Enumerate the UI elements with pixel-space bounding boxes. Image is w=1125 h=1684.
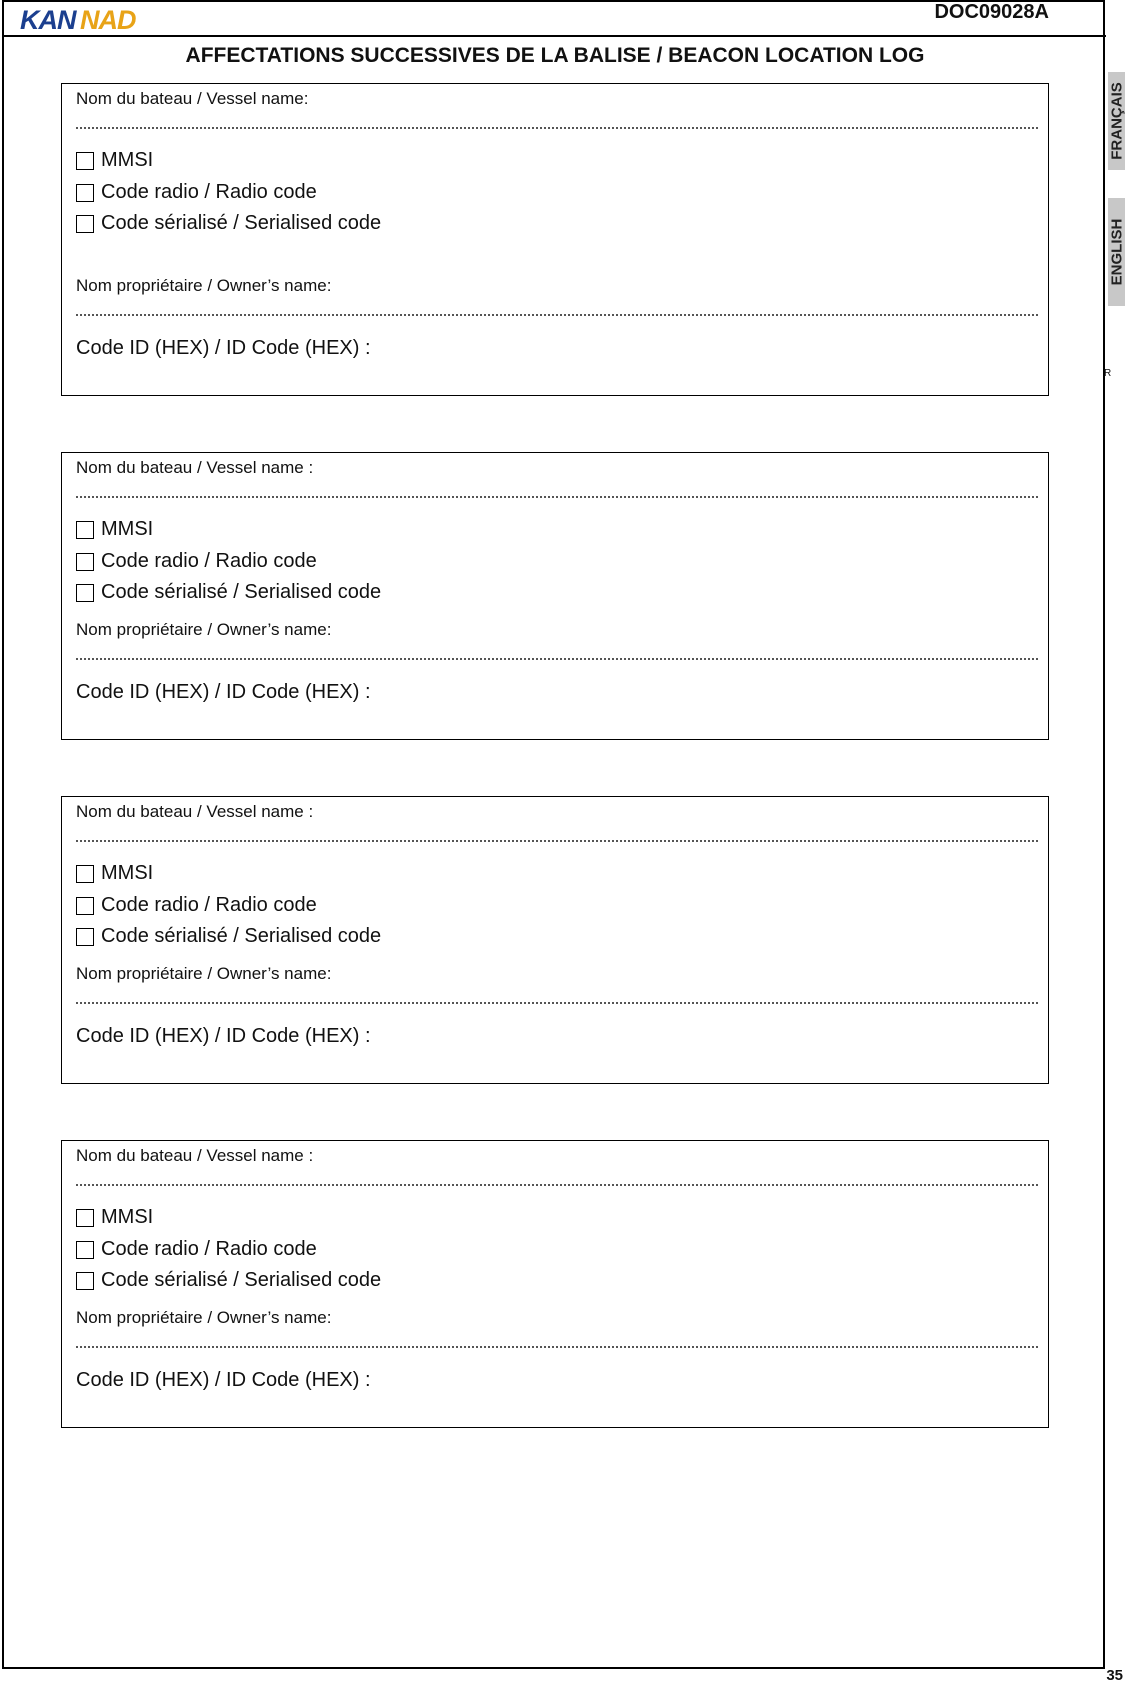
location-log-entry-3	[61, 796, 1049, 1084]
checkbox-radio-code[interactable]	[76, 553, 94, 571]
option-serialised-code-label: Code sérialisé / Serialised code	[101, 581, 381, 604]
svg-text:KAN: KAN	[20, 5, 77, 33]
vessel-name-label: Nom du bateau / Vessel name:	[76, 89, 308, 109]
option-mmsi[interactable]	[76, 149, 153, 172]
tab-francais[interactable]	[1108, 72, 1125, 170]
checkbox-radio-code[interactable]	[76, 897, 94, 915]
owner-name-label: Nom propriétaire / Owner’s name:	[76, 620, 331, 640]
option-serialised-code[interactable]	[76, 212, 381, 235]
id-code-label: Code ID (HEX) / ID Code (HEX) :	[76, 681, 371, 704]
option-mmsi-label: MMSI	[101, 1206, 153, 1229]
vessel-name-label: Nom du bateau / Vessel name :	[76, 458, 313, 478]
checkbox-mmsi[interactable]	[76, 152, 94, 170]
option-mmsi[interactable]	[76, 862, 153, 885]
tab-english[interactable]	[1108, 198, 1125, 306]
option-mmsi[interactable]	[76, 518, 153, 541]
option-serialised-code-label: Code sérialisé / Serialised code	[101, 925, 381, 948]
document-reference: DOC09028A	[934, 1, 1049, 24]
location-log-entry-2	[61, 452, 1049, 740]
owner-name-field[interactable]	[76, 1002, 1038, 1004]
checkbox-serialised-code[interactable]	[76, 1272, 94, 1290]
vessel-name-field[interactable]	[76, 127, 1038, 129]
option-mmsi-label: MMSI	[101, 149, 153, 172]
checkbox-serialised-code[interactable]	[76, 928, 94, 946]
owner-name-label: Nom propriétaire / Owner’s name:	[76, 1308, 331, 1328]
vessel-name-label: Nom du bateau / Vessel name :	[76, 1146, 313, 1166]
owner-name-field[interactable]	[76, 1346, 1038, 1348]
checkbox-serialised-code[interactable]	[76, 584, 94, 602]
option-radio-code[interactable]	[76, 1238, 317, 1261]
margin-mark: R	[1104, 368, 1111, 379]
option-radio-code[interactable]	[76, 550, 317, 573]
vessel-name-field[interactable]	[76, 1184, 1038, 1186]
option-serialised-code-label: Code sérialisé / Serialised code	[101, 1269, 381, 1292]
option-radio-code[interactable]	[76, 181, 317, 204]
option-radio-code-label: Code radio / Radio code	[101, 1238, 317, 1261]
owner-name-label: Nom propriétaire / Owner’s name:	[76, 964, 331, 984]
option-serialised-code[interactable]	[76, 1269, 381, 1292]
owner-name-label: Nom propriétaire / Owner’s name:	[76, 276, 331, 296]
option-mmsi-label: MMSI	[101, 862, 153, 885]
option-radio-code[interactable]	[76, 894, 317, 917]
option-serialised-code-label: Code sérialisé / Serialised code	[101, 212, 381, 235]
owner-name-field[interactable]	[76, 658, 1038, 660]
location-log-entry-1	[61, 83, 1049, 396]
option-radio-code-label: Code radio / Radio code	[101, 550, 317, 573]
option-mmsi[interactable]	[76, 1206, 153, 1229]
page-title: AFFECTATIONS SUCCESSIVES DE LA BALISE / BEACON LOCATION LOG	[0, 44, 1110, 68]
option-mmsi-label: MMSI	[101, 518, 153, 541]
header-divider	[2, 35, 1106, 37]
id-code-label: Code ID (HEX) / ID Code (HEX) :	[76, 1369, 371, 1392]
tab-francais-label: FRANÇAIS	[1109, 82, 1125, 160]
option-serialised-code[interactable]	[76, 925, 381, 948]
owner-name-field[interactable]	[76, 314, 1038, 316]
checkbox-radio-code[interactable]	[76, 184, 94, 202]
id-code-label: Code ID (HEX) / ID Code (HEX) :	[76, 337, 371, 360]
checkbox-radio-code[interactable]	[76, 1241, 94, 1259]
checkbox-mmsi[interactable]	[76, 521, 94, 539]
kannad-logo	[20, 5, 160, 33]
option-serialised-code[interactable]	[76, 581, 381, 604]
checkbox-mmsi[interactable]	[76, 865, 94, 883]
vessel-name-field[interactable]	[76, 496, 1038, 498]
tab-english-label: ENGLISH	[1109, 219, 1125, 286]
page-number: 35	[1106, 1667, 1123, 1684]
vessel-name-field[interactable]	[76, 840, 1038, 842]
checkbox-serialised-code[interactable]	[76, 215, 94, 233]
vessel-name-label: Nom du bateau / Vessel name :	[76, 802, 313, 822]
checkbox-mmsi[interactable]	[76, 1209, 94, 1227]
option-radio-code-label: Code radio / Radio code	[101, 894, 317, 917]
option-radio-code-label: Code radio / Radio code	[101, 181, 317, 204]
location-log-entry-4	[61, 1140, 1049, 1428]
id-code-label: Code ID (HEX) / ID Code (HEX) :	[76, 1025, 371, 1048]
svg-text:NAD: NAD	[80, 5, 136, 33]
